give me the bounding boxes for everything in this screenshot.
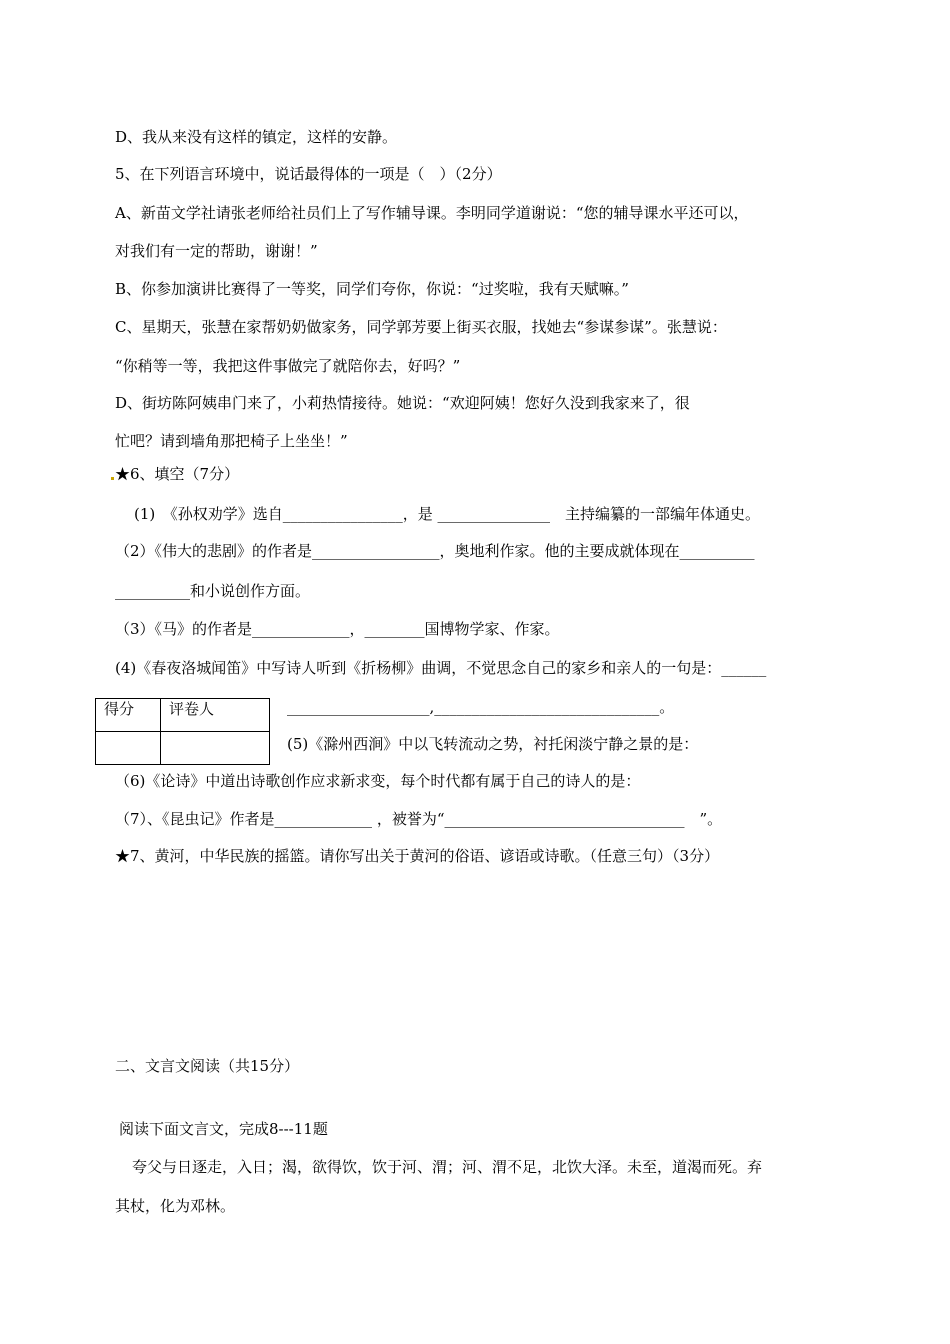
score-cell (96, 732, 161, 765)
classical-text-line-1: 夸父与日逐走，入日；渴，欲得饮，饮于河、渭；河、渭不足，北饮大泽。未至，道渴而死。弃 (132, 1158, 763, 1176)
question-5-option-b: B、你参加演讲比赛得了一等奖，同学们夸你，你说：“过奖啦，我有天赋嘛。” (115, 280, 629, 298)
question-6-item-7: （7）、《昆虫记》作者是_____________ ，被誉为“________________________________ ”。 (115, 810, 723, 828)
question-6-title: ★6、填空（7分） (115, 465, 240, 483)
question-5-option-c-cont: “你稍等一等，我把这件事做完了就陪你去，好吗？” (115, 357, 461, 375)
grader-cell (161, 732, 270, 765)
reading-instruction: 阅读下面文言文，完成8---11题 (119, 1120, 328, 1138)
question-6-item-4-cont: ___________________,______________________________。 (287, 698, 675, 716)
question-5-option-a: A、新苗文学社请张老师给社员们上了写作辅导课。李明同学道谢说：“您的辅导课水平还可以， (115, 204, 749, 222)
question-6-item-6: （6)《论诗》中道出诗歌创作应求新求变，每个时代都有属于自己的诗人的是： (115, 772, 641, 790)
question-5-option-d: D、街坊陈阿姨串门来了，小莉热情接待。她说：“欢迎阿姨！您好久没到我家来了，很 (115, 394, 690, 412)
section-2-title: 二、文言文阅读（共15分） (115, 1057, 300, 1075)
score-table (95, 698, 270, 765)
question-5-option-d-cont: 忙吧？请到墙角那把椅子上坐坐！” (115, 432, 348, 450)
grader-header: 评卷人 (161, 699, 270, 732)
question-6-item-5: (5)《滁州西涧》中以飞转流动之势，衬托闲淡宁静之景的是： (287, 735, 699, 753)
question-5-option-a-cont: 对我们有一定的帮助，谢谢！” (115, 242, 318, 260)
question-5-stem: 5、在下列语言环境中，说话最得体的一项是（ ）（2分） (115, 165, 502, 183)
question-4-option-d: D、我从来没有这样的镇定，这样的安静。 (115, 128, 398, 146)
score-header: 得分 (96, 699, 161, 732)
classical-text-line-2: 其杖，化为邓林。 (115, 1197, 236, 1215)
question-6-item-1: (1) 《孙权劝学》选自________________，是 _______________ 主持编纂的一部编年体通史。 (134, 505, 761, 523)
question-6-item-3: （3）《马》的作者是_____________，________国博物学家、作家。 (115, 620, 560, 638)
question-6-item-4: (4)《春夜洛城闻笛》中写诗人听到《折杨柳》曲调，不觉思念自己的家乡和亲人的一句是：______ (115, 659, 767, 677)
question-6-item-2: （2）《伟大的悲剧》的作者是_________________，奥地利作家。他的主要成就体现在__________ (115, 542, 755, 560)
question-5-option-c: C、星期天，张慧在家帮奶奶做家务，同学郭芳要上街买衣服，找她去“参谋参谋”。张慧说： (115, 318, 727, 336)
bullet-dot (111, 477, 114, 480)
question-7: ★7、黄河，中华民族的摇篮。请你写出关于黄河的俗语、谚语或诗歌。（任意三句）（3分） (115, 847, 720, 865)
question-6-item-2-cont: __________和小说创作方面。 (115, 582, 311, 600)
